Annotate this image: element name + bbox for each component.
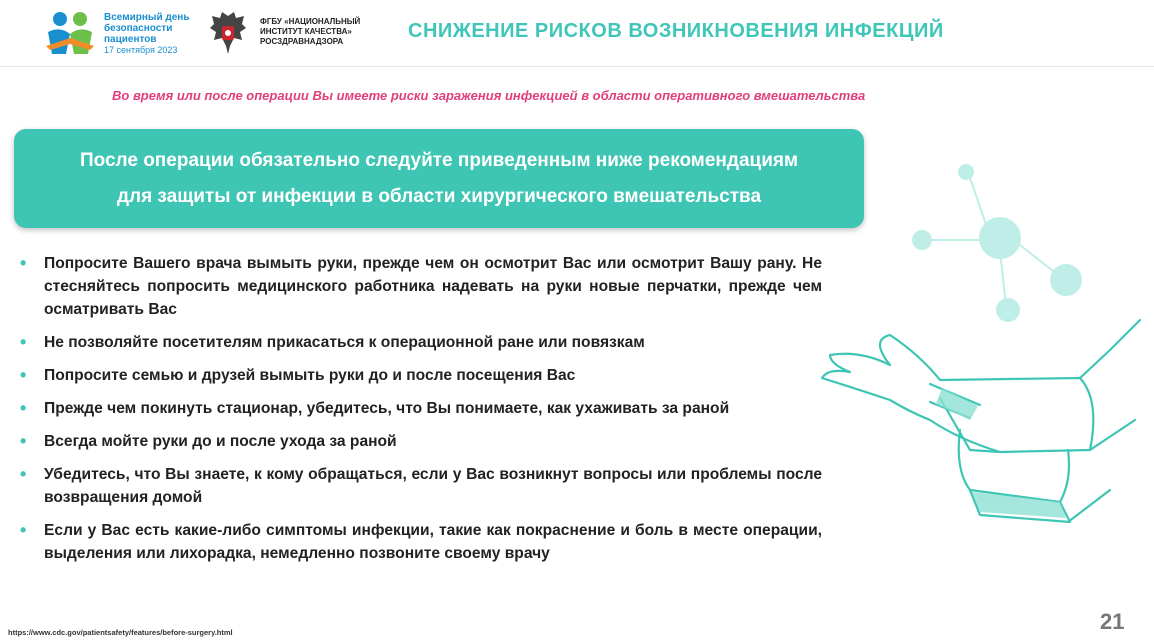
bullet-icon: • <box>20 431 27 451</box>
institute-line1: ФГБУ «НАЦИОНАЛЬНЫЙ <box>260 17 361 26</box>
list-item <box>20 430 822 453</box>
recommendation-text: Если у Вас есть какие-либо симптомы инфекции, такие как покраснение и боль в месте операции, выделения или лихорадка, немедленно позвоните своему врачу <box>44 522 822 562</box>
list-item <box>20 252 822 321</box>
list-item <box>20 397 822 420</box>
source-link[interactable]: https://www.cdc.gov/patientsafety/features/before-surgery.html <box>8 628 233 637</box>
list-item <box>20 463 822 509</box>
list-item <box>20 519 822 565</box>
gloved-hands-icon <box>822 320 1140 522</box>
bullet-icon: • <box>20 520 27 540</box>
molecule-icon <box>913 165 1081 321</box>
double-headed-eagle-emblem-icon <box>208 10 248 56</box>
recommendation-text: Всегда мойте руки до и после ухода за раной <box>44 433 397 450</box>
world-day-line1: Всемирный день <box>104 12 190 23</box>
institute-line2: ИНСТИТУТ КАЧЕСТВА» <box>260 27 352 36</box>
world-day-date: 17 сентября 2023 <box>104 45 178 55</box>
recommendation-text: Прежде чем покинуть стационар, убедитесь, что Вы понимаете, как ухаживать за раной <box>44 400 730 417</box>
banner-line1: После операции обязательно следуйте приведенным ниже рекомендациям <box>79 149 799 171</box>
world-day-line2: безопасности <box>104 23 173 34</box>
list-item <box>20 364 822 387</box>
banner-line2: для защиты от инфекции в области хирургического вмешательства <box>116 185 762 207</box>
page-number: 21 <box>1100 609 1125 634</box>
slide-header <box>0 0 1154 67</box>
world-day-line3: пациентов <box>104 34 157 45</box>
infection-risk-subtitle: Во время или после операции Вы имеете риски заражения инфекцией в области оперативного вмешательства <box>112 88 866 103</box>
world-day-text <box>104 12 204 56</box>
gloved-hands-molecule-illustration <box>810 150 1154 550</box>
page-title: СНИЖЕНИЕ РИСКОВ ВОЗНИКНОВЕНИЯ ИНФЕКЦИЙ <box>408 20 944 42</box>
recommendation-banner <box>14 129 864 228</box>
institute-text <box>260 17 400 47</box>
institute-line3: РОСЗДРАВНАДЗОРА <box>260 37 344 46</box>
recommendation-text: Попросите Вашего врача вымыть руки, прежде чем он осмотрит Вас или осмотрит Вашу рану. Не стесняйтесь попросить медицинского работника надевать на руки новые перчатки, прежде чем осматривать Вас <box>44 255 822 318</box>
recommendation-text: Не позволяйте посетителям прикасаться к операционной ране или повязкам <box>44 334 645 351</box>
recommendation-text: Попросите семью и друзей вымыть руки до и после посещения Вас <box>44 367 576 384</box>
recommendation-text: Убедитесь, что Вы знаете, к кому обращаться, если у Вас возникнут вопросы или проблемы после возвращения домой <box>44 466 822 506</box>
bullet-icon: • <box>20 253 27 273</box>
bullet-icon: • <box>20 398 27 418</box>
bullet-icon: • <box>20 332 27 352</box>
list-item <box>20 331 822 354</box>
bullet-icon: • <box>20 464 27 484</box>
bullet-icon: • <box>20 365 27 385</box>
recommendations-list <box>20 252 822 575</box>
world-patient-safety-day-logo-icon <box>40 10 100 58</box>
